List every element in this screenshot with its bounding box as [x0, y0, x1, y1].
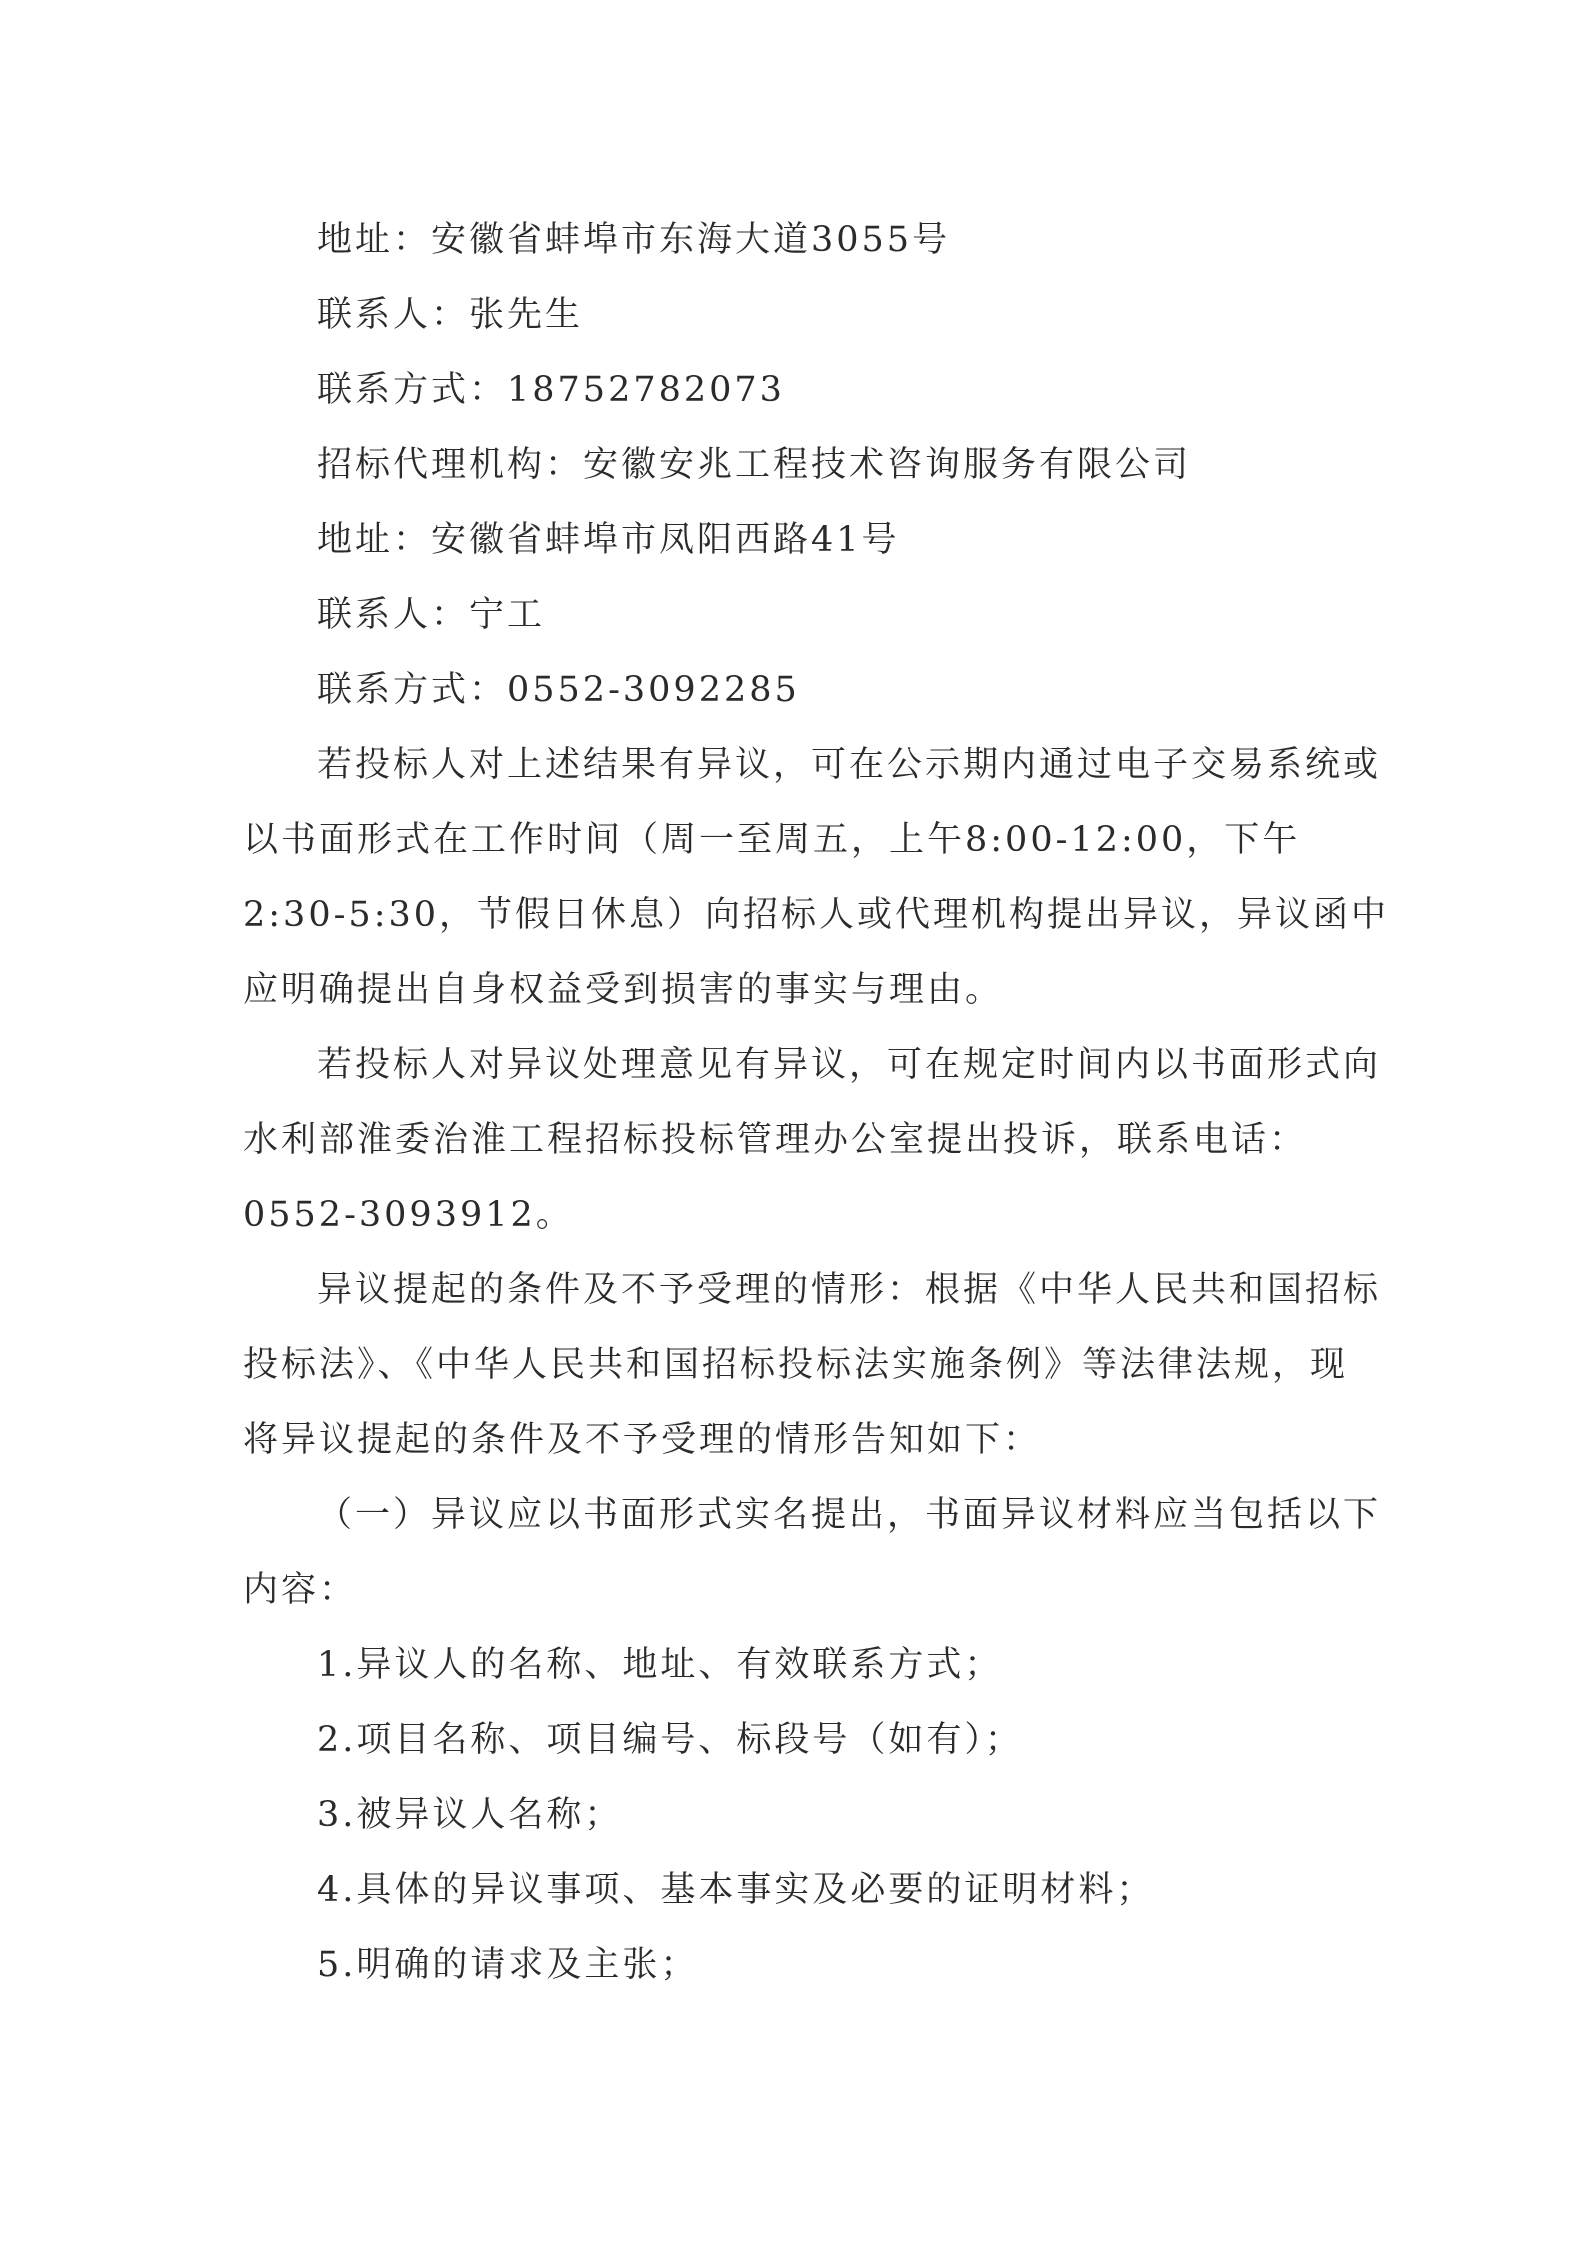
objection-paragraph — [243, 728, 1390, 1028]
list-item: 3.被异议人名称； — [317, 1795, 623, 1835]
list-item: 4.具体的异议事项、基本事实及必要的证明材料； — [317, 1870, 1155, 1910]
paragraph-line: 以书面形式在工作时间（周一至周五，上午8:00-12:00，下午 — [243, 820, 1301, 860]
agency-contact-phone: 联系方式：0552-3092285 — [317, 670, 800, 710]
paragraph-line: （一）异议应以书面形式实名提出，书面异议材料应当包括以下 — [317, 1495, 1382, 1535]
requirements-list — [243, 1628, 1353, 2003]
paragraph-line: 若投标人对上述结果有异议，可在公示期内通过电子交易系统或 — [317, 745, 1382, 785]
paragraph-line: 投标法》、《中华人民共和国招标投标法实施条例》等法律法规，现 — [243, 1345, 1349, 1385]
list-item: 1.异议人的名称、地址、有效联系方式； — [317, 1645, 1003, 1685]
agency-name: 招标代理机构：安徽安兆工程技术咨询服务有限公司 — [317, 445, 1192, 485]
paragraph-line: 0552-3093912。 — [243, 1195, 574, 1235]
item-one-paragraph — [243, 1478, 1382, 1628]
complaint-paragraph — [243, 1028, 1382, 1253]
paragraph-line: 应明确提出自身权益受到损害的事实与理由。 — [243, 970, 1004, 1010]
paragraph-line: 若投标人对异议处理意见有异议，可在规定时间内以书面形式向 — [317, 1045, 1382, 1085]
agency-contact-person: 联系人：宁工 — [317, 595, 546, 635]
paragraph-line: 水利部淮委治淮工程招标投标管理办公室提出投诉，联系电话： — [243, 1120, 1308, 1160]
owner-contact-person: 联系人：张先生 — [317, 295, 584, 335]
paragraph-line: 内容： — [243, 1570, 358, 1610]
owner-address: 地址：安徽省蚌埠市东海大道3055号 — [317, 220, 951, 260]
paragraph-line: 2:30-5:30，节假日休息）向招标人或代理机构提出异议，异议函中 — [243, 895, 1390, 935]
document-body — [243, 203, 1390, 2003]
list-item: 2.项目名称、项目编号、标段号（如有）； — [317, 1720, 1023, 1760]
list-item: 5.明确的请求及主张； — [317, 1945, 699, 1985]
paragraph-line: 异议提起的条件及不予受理的情形：根据《中华人民共和国招标 — [317, 1270, 1382, 1310]
owner-contact-phone: 联系方式：18752782073 — [317, 370, 785, 410]
agency-address: 地址：安徽省蚌埠市凤阳西路41号 — [317, 520, 900, 560]
conditions-paragraph — [243, 1253, 1382, 1478]
paragraph-line: 将异议提起的条件及不予受理的情形告知如下： — [243, 1420, 1042, 1460]
